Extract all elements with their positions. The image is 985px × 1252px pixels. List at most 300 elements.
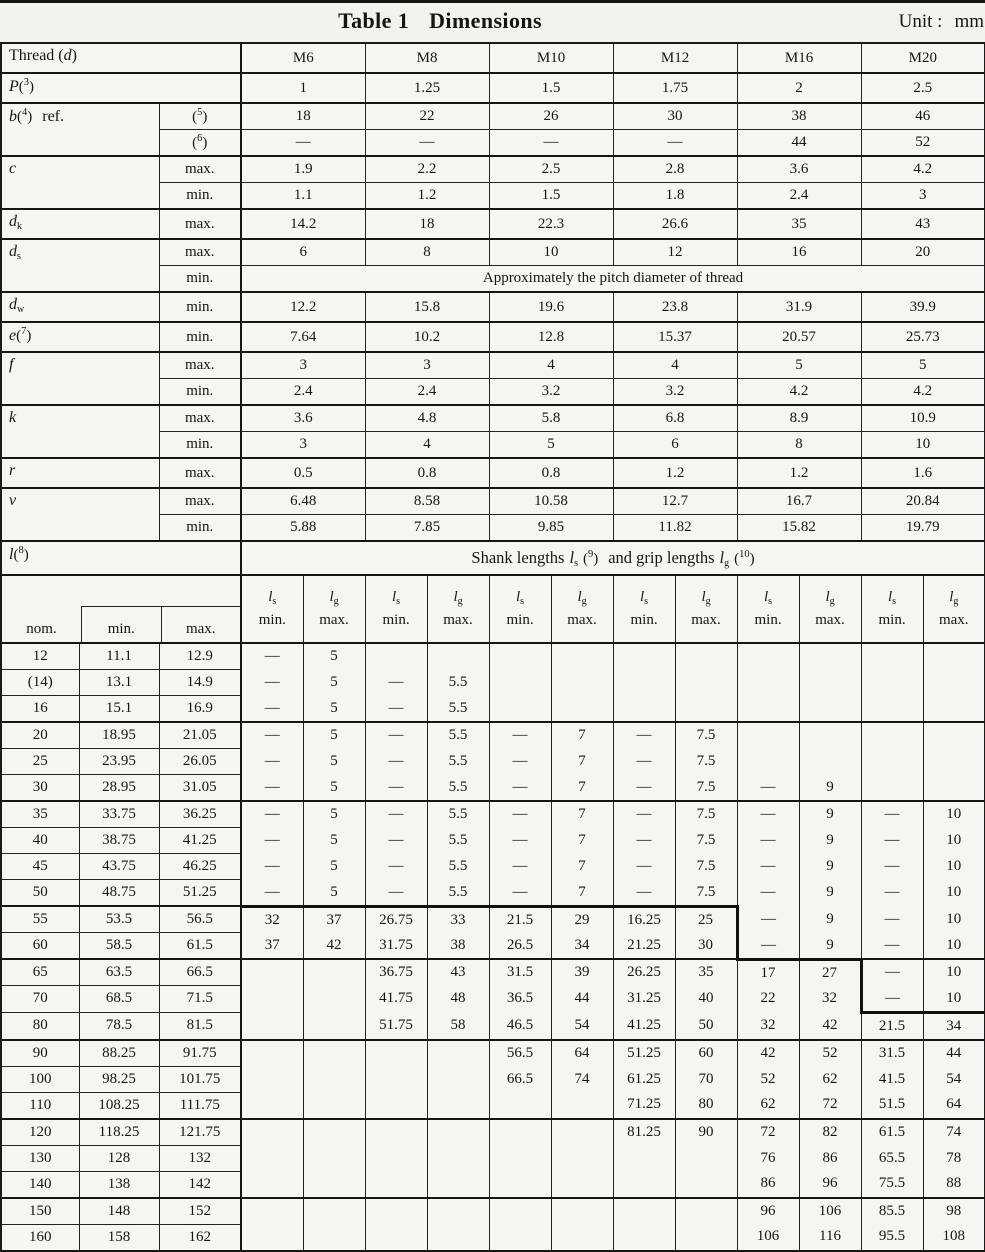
shank-cell: —: [241, 722, 303, 749]
shank-cell: [303, 986, 365, 1013]
shank-cell: —: [489, 828, 551, 854]
shank-cell: 21.5: [489, 906, 551, 933]
col-symbol-sub: s: [892, 596, 897, 607]
shank-cell: 5: [303, 643, 365, 670]
shank-cell: —: [613, 749, 675, 775]
shank-cell: —: [489, 854, 551, 880]
shank-cell: [303, 1012, 365, 1040]
sub-label: min.: [159, 183, 241, 210]
value-cell: 5.8: [489, 405, 613, 432]
value-cell: 7.64: [241, 322, 365, 352]
value-cell: 0.8: [489, 458, 613, 488]
dim-symbol: P: [9, 78, 19, 95]
shank-cell: 32: [799, 986, 861, 1013]
shank-cell: 10: [923, 906, 985, 933]
value-cell: 8: [737, 432, 861, 459]
sub-label: [159, 130, 241, 157]
shank-cell: 5: [303, 828, 365, 854]
shank-cell: —: [241, 696, 303, 723]
shank-cell: 5.5: [427, 749, 489, 775]
min-cell: 33.75: [79, 801, 159, 828]
shank-cell: 106: [799, 1198, 861, 1225]
shank-cell: 26.25: [613, 959, 675, 986]
sub-label: max.: [159, 209, 241, 239]
shank-cell: —: [737, 906, 799, 933]
min-cell: 78.5: [79, 1012, 159, 1040]
value-cell: 25.73: [861, 322, 985, 352]
min-cell: 138: [79, 1171, 159, 1198]
min-cell: 158: [79, 1224, 159, 1251]
value-cell: 2.5: [861, 73, 985, 103]
value-cell: 12.7: [613, 488, 737, 515]
shank-cell: 52: [737, 1066, 799, 1092]
shank-cell: [303, 1145, 365, 1171]
value-cell: —: [489, 130, 613, 157]
shank-cell: 10: [923, 801, 985, 828]
row-label-v: [1, 488, 159, 541]
shank-cell: 33: [427, 906, 489, 933]
col-minmax: max.: [815, 612, 845, 628]
ls-symbol: l: [268, 589, 273, 605]
shank-cell: 76: [737, 1145, 799, 1171]
lower-left-header: [1, 575, 241, 643]
max-cell: 36.25: [159, 801, 241, 828]
shank-cell: [861, 670, 923, 696]
max-cell: 21.05: [159, 722, 241, 749]
min-cell: 108.25: [79, 1092, 159, 1119]
max-cell: 132: [159, 1145, 241, 1171]
shank-cell: 9: [799, 933, 861, 960]
value-cell: 10: [489, 239, 613, 266]
shank-cell: [737, 722, 799, 749]
thread-label-prefix: Thread (: [9, 47, 64, 64]
shank-cell: —: [489, 722, 551, 749]
shank-cell: [861, 775, 923, 802]
value-cell: 1.75: [613, 73, 737, 103]
shank-cell: 21.25: [613, 933, 675, 960]
shank-cell: —: [861, 854, 923, 880]
shank-cell: [675, 670, 737, 696]
value-cell: 8: [365, 239, 489, 266]
col-header-m12: M12: [613, 43, 737, 73]
sub-label: max.: [159, 458, 241, 488]
shank-cell: 52: [799, 1040, 861, 1067]
shank-cell: [923, 643, 985, 670]
shank-cell: —: [241, 880, 303, 907]
ls-col-header: [241, 575, 303, 643]
footnote-number: 5: [197, 107, 203, 118]
shank-cell: [365, 1145, 427, 1171]
lg-col-header: [427, 575, 489, 643]
ls-col-header: [737, 575, 799, 643]
shank-cell: 51.75: [365, 1012, 427, 1040]
col-minmax: min.: [630, 612, 658, 628]
col-symbol: [802, 588, 859, 611]
max-cell: 81.5: [159, 1012, 241, 1040]
value-cell: 2.8: [613, 156, 737, 183]
nom-cell: 20: [1, 722, 79, 749]
value-cell: 15.82: [737, 515, 861, 542]
shank-cell: 62: [737, 1092, 799, 1119]
value-cell: 4.2: [861, 156, 985, 183]
shank-cell: 74: [551, 1066, 613, 1092]
lg-symbol: l: [701, 589, 706, 605]
shank-cell: [303, 1040, 365, 1067]
min-header: min.: [81, 606, 161, 642]
lg-symbol: l: [949, 589, 954, 605]
col-symbol: [678, 588, 735, 611]
shank-cell: [551, 1198, 613, 1225]
shank-cell: —: [613, 775, 675, 802]
shank-cell: 9: [799, 828, 861, 854]
shank-cell: [303, 1092, 365, 1119]
shank-cell: 116: [799, 1224, 861, 1251]
label-suffix: ref.: [42, 108, 65, 125]
ls-symbol: l: [569, 547, 575, 567]
shank-cell: 36.75: [365, 959, 427, 986]
col-symbol-sub: g: [953, 596, 959, 607]
shank-cell: 5.5: [427, 880, 489, 907]
shank-cell: 26.75: [365, 906, 427, 933]
shank-cell: [923, 722, 985, 749]
shank-cell: [613, 1171, 675, 1198]
shank-cell: [613, 1224, 675, 1251]
value-cell: 35: [737, 209, 861, 239]
col-symbol-sub: g: [829, 596, 835, 607]
max-cell: 26.05: [159, 749, 241, 775]
max-cell: 31.05: [159, 775, 241, 802]
shank-cell: 5: [303, 880, 365, 907]
shank-cell: 37: [303, 906, 365, 933]
col-header-m16: M16: [737, 43, 861, 73]
value-cell: 1.1: [241, 183, 365, 210]
nom-cell: 70: [1, 986, 79, 1013]
lg-symbol: l: [719, 547, 725, 567]
shank-cell: [613, 643, 675, 670]
sub-label: [159, 103, 241, 130]
row-label-e: [1, 322, 159, 352]
sub-label: max.: [159, 405, 241, 432]
min-cell: 53.5: [79, 906, 159, 933]
footnote-ref: [13, 546, 28, 563]
shank-cell: [489, 1145, 551, 1171]
value-cell: 2.4: [737, 183, 861, 210]
shank-cell: —: [489, 749, 551, 775]
max-cell: 16.9: [159, 696, 241, 723]
shank-cell: 75.5: [861, 1171, 923, 1198]
length-label: [1, 541, 241, 575]
value-cell: 5: [737, 352, 861, 379]
value-cell: 6.48: [241, 488, 365, 515]
shank-cell: [427, 1198, 489, 1225]
value-cell: 5: [861, 352, 985, 379]
value-cell: 5.88: [241, 515, 365, 542]
table-number: Table 1: [338, 8, 410, 33]
shank-cell: [365, 1119, 427, 1146]
shank-cell: —: [613, 801, 675, 828]
shank-cell: —: [241, 749, 303, 775]
min-cell: 18.95: [79, 722, 159, 749]
shank-cell: 96: [737, 1198, 799, 1225]
shank-cell: [613, 670, 675, 696]
col-minmax: max.: [319, 612, 349, 628]
shank-cell: 108: [923, 1224, 985, 1251]
shank-cell: 17: [737, 959, 799, 986]
shank-cell: —: [365, 854, 427, 880]
shank-cell: 106: [737, 1224, 799, 1251]
max-cell: 66.5: [159, 959, 241, 986]
shank-cell: 58: [427, 1012, 489, 1040]
shank-cell: 7: [551, 828, 613, 854]
shank-cell: 7: [551, 880, 613, 907]
ls-col-header: [365, 575, 427, 643]
shank-cell: [675, 1198, 737, 1225]
shank-cell: 88: [923, 1171, 985, 1198]
nom-cell: 65: [1, 959, 79, 986]
shank-cell: 22: [737, 986, 799, 1013]
shank-cell: 43: [427, 959, 489, 986]
shank-cell: 46.5: [489, 1012, 551, 1040]
shank-cell: 42: [799, 1012, 861, 1040]
value-cell: 22: [365, 103, 489, 130]
value-cell: 12.2: [241, 292, 365, 322]
shank-cell: 5: [303, 670, 365, 696]
shank-cell: [613, 1145, 675, 1171]
shank-cell: 27: [799, 959, 861, 986]
shank-cell: [241, 1198, 303, 1225]
value-cell: 31.9: [737, 292, 861, 322]
shank-cell: 10: [923, 959, 985, 986]
shank-cell: 48: [427, 986, 489, 1013]
dim-symbol: d: [9, 243, 17, 260]
max-cell: 111.75: [159, 1092, 241, 1119]
shank-cell: [241, 1145, 303, 1171]
shank-cell: 25: [675, 906, 737, 933]
sub-label: min.: [159, 379, 241, 406]
shank-cell: 61.5: [861, 1119, 923, 1146]
lg-col-header: [799, 575, 861, 643]
value-cell: 2: [737, 73, 861, 103]
shank-cell: —: [737, 775, 799, 802]
shank-cell: 9: [799, 801, 861, 828]
col-minmax: min.: [754, 612, 782, 628]
shank-cell: —: [737, 828, 799, 854]
shank-cell: —: [489, 880, 551, 907]
shank-cell: [861, 696, 923, 723]
shank-cell: [489, 1119, 551, 1146]
value-cell: 1.25: [365, 73, 489, 103]
min-cell: 28.95: [79, 775, 159, 802]
shank-cell: —: [489, 801, 551, 828]
shank-cell: —: [241, 801, 303, 828]
value-cell: 43: [861, 209, 985, 239]
shank-cell: [303, 1119, 365, 1146]
max-cell: 71.5: [159, 986, 241, 1013]
shank-cell: 5: [303, 854, 365, 880]
row-label-ds: [1, 239, 159, 292]
shank-cell: 30: [675, 933, 737, 960]
value-cell: 15.8: [365, 292, 489, 322]
shank-cell: 35: [675, 959, 737, 986]
footnote-number: 3: [23, 77, 30, 88]
value-cell: 12: [613, 239, 737, 266]
thread-letter: d: [63, 47, 72, 64]
unit-value: mm: [954, 11, 984, 32]
shank-cell: [489, 1171, 551, 1198]
shank-cell: 56.5: [489, 1040, 551, 1067]
shank-cell: 26.5: [489, 933, 551, 960]
col-symbol: [306, 588, 363, 611]
value-cell: 1.5: [489, 73, 613, 103]
footnote-ref: [19, 78, 34, 95]
nom-cell: 130: [1, 1145, 79, 1171]
shank-cell: [675, 1224, 737, 1251]
shank-cell: [303, 959, 365, 986]
shank-cell: —: [613, 854, 675, 880]
col-symbol: [244, 588, 301, 611]
shank-cell: 5.5: [427, 828, 489, 854]
max-cell: 14.9: [159, 670, 241, 696]
value-cell: 26: [489, 103, 613, 130]
shank-cell: [551, 1092, 613, 1119]
ls-col-header: [489, 575, 551, 643]
shank-cell: 60: [675, 1040, 737, 1067]
footnote-number: 7: [21, 326, 27, 337]
shank-cell: 98: [923, 1198, 985, 1225]
shank-cell: [365, 1224, 427, 1251]
page-title: [0, 8, 880, 34]
ls-col-header: [861, 575, 923, 643]
shank-cell: [241, 1012, 303, 1040]
min-cell: 48.75: [79, 880, 159, 907]
col-symbol: [492, 588, 549, 611]
shank-cell: [799, 696, 861, 723]
dim-symbol: v: [9, 492, 17, 509]
nom-cell: 16: [1, 696, 79, 723]
footnote-ref: [17, 108, 32, 125]
value-cell: 0.8: [365, 458, 489, 488]
shank-cell: —: [365, 696, 427, 723]
dim-symbol: e: [9, 327, 17, 344]
shank-cell: 7.5: [675, 775, 737, 802]
shank-cell: —: [365, 828, 427, 854]
shank-cell: —: [861, 933, 923, 960]
value-cell: 4.2: [737, 379, 861, 406]
value-cell: 18: [241, 103, 365, 130]
shank-cell: 32: [241, 906, 303, 933]
value-cell: 11.82: [613, 515, 737, 542]
shank-cell: —: [365, 801, 427, 828]
shank-cell: 7.5: [675, 722, 737, 749]
value-cell: 10.2: [365, 322, 489, 352]
shank-cell: [365, 1040, 427, 1067]
shank-cell: 82: [799, 1119, 861, 1146]
value-cell: 2.2: [365, 156, 489, 183]
ls-symbol: l: [639, 589, 645, 605]
shank-cell: 86: [737, 1171, 799, 1198]
shank-cell: 51.5: [861, 1092, 923, 1119]
min-cell: 23.95: [79, 749, 159, 775]
col-minmax: max.: [443, 612, 473, 628]
col-minmax: max.: [691, 612, 721, 628]
value-cell: 19.6: [489, 292, 613, 322]
shank-cell: 5.5: [427, 670, 489, 696]
shank-cell: [799, 670, 861, 696]
shank-cell: —: [613, 880, 675, 907]
col-symbol-sub: s: [644, 596, 649, 607]
sub-label: min.: [159, 322, 241, 352]
min-cell: 43.75: [79, 854, 159, 880]
value-cell: 16: [737, 239, 861, 266]
value-cell: 39.9: [861, 292, 985, 322]
shank-cell: 21.5: [861, 1012, 923, 1040]
max-cell: 101.75: [159, 1066, 241, 1092]
shank-cell: [551, 1119, 613, 1146]
value-cell: 23.8: [613, 292, 737, 322]
value-cell: 6: [613, 432, 737, 459]
shank-cell: [737, 696, 799, 723]
shank-cell: 5: [303, 696, 365, 723]
ls-symbol: l: [515, 589, 521, 605]
shank-cell: [241, 1066, 303, 1092]
col-minmax: min.: [258, 612, 286, 628]
table-title: Dimensions: [429, 8, 542, 33]
value-cell: 1.6: [861, 458, 985, 488]
shank-cell: [241, 1119, 303, 1146]
value-cell: 4: [613, 352, 737, 379]
shank-cell: [427, 1119, 489, 1146]
shank-cell: [365, 1171, 427, 1198]
shank-cell: 41.25: [613, 1012, 675, 1040]
thread-label-suffix: ): [71, 47, 77, 64]
nom-cell: 80: [1, 1012, 79, 1040]
shank-cell: [303, 1171, 365, 1198]
shank-cell: [551, 1171, 613, 1198]
shank-cell: —: [861, 959, 923, 986]
shank-cell: 66.5: [489, 1066, 551, 1092]
value-cell: 19.79: [861, 515, 985, 542]
shank-cell: [489, 696, 551, 723]
value-cell: 3: [861, 183, 985, 210]
value-cell: 10.58: [489, 488, 613, 515]
shank-cell: 44: [551, 986, 613, 1013]
value-cell: 1.2: [365, 183, 489, 210]
shank-cell: —: [737, 854, 799, 880]
value-cell: 8.9: [737, 405, 861, 432]
min-cell: 68.5: [79, 986, 159, 1013]
grip-text: and grip lengths: [608, 547, 715, 567]
row-label-dw: [1, 292, 159, 322]
col-minmax: min.: [878, 612, 906, 628]
shank-cell: [923, 775, 985, 802]
shank-cell: —: [365, 670, 427, 696]
value-cell: 4: [489, 352, 613, 379]
sub-label: min.: [159, 515, 241, 542]
shank-cell: [551, 670, 613, 696]
shank-cell: —: [365, 722, 427, 749]
shank-cell: 42: [737, 1040, 799, 1067]
col-symbol: [554, 588, 611, 611]
col-symbol-sub: s: [272, 596, 277, 607]
shank-cell: —: [489, 775, 551, 802]
dim-symbol: b: [9, 108, 17, 125]
shank-cell: [675, 1145, 737, 1171]
value-cell: 3.2: [613, 379, 737, 406]
value-cell: 18: [365, 209, 489, 239]
shank-cell: [489, 670, 551, 696]
shank-cell: [365, 1066, 427, 1092]
value-cell: 6.8: [613, 405, 737, 432]
